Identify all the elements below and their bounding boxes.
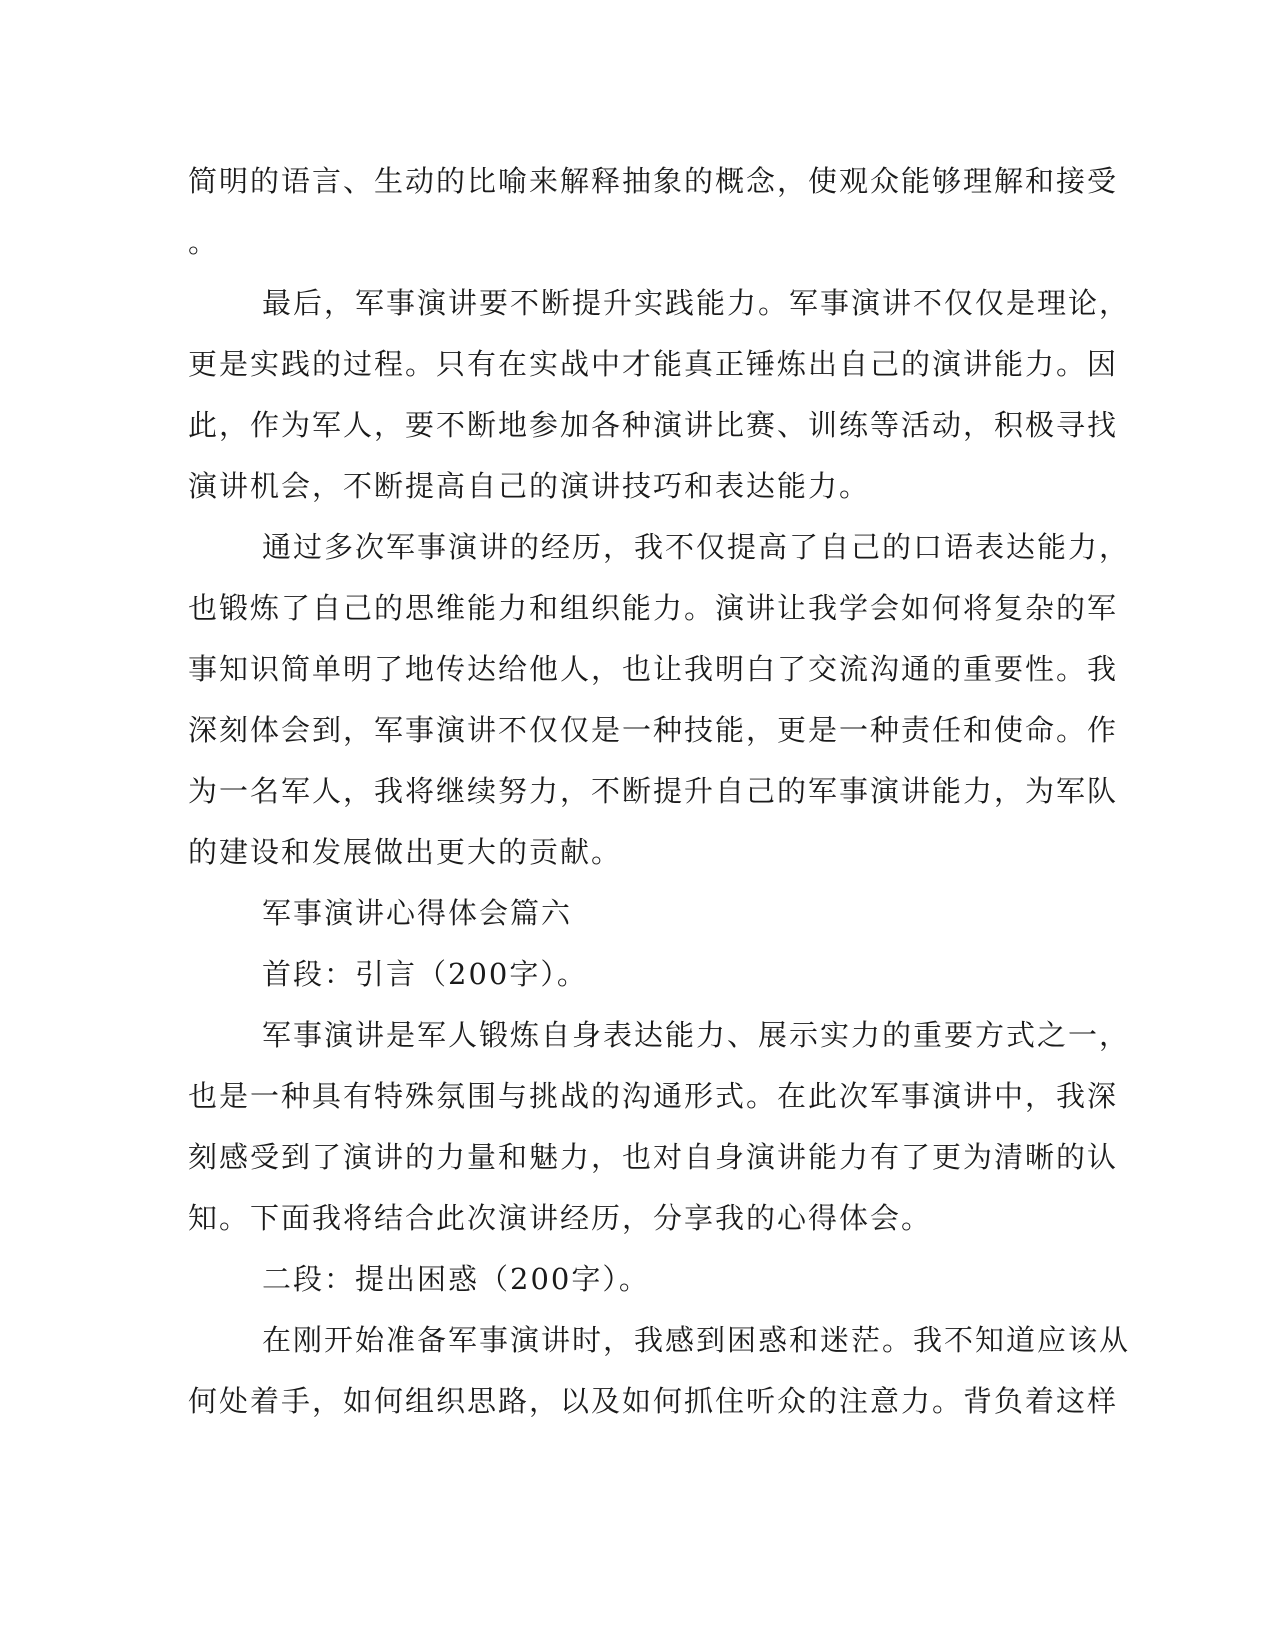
text-line: 深刻体会到，军事演讲不仅仅是一种技能，更是一种责任和使命。作 <box>188 713 1119 747</box>
text-line: 演讲机会，不断提高自己的演讲技巧和表达能力。 <box>188 469 871 503</box>
text-line: 也是一种具有特殊氛围与挑战的沟通形式。在此次军事演讲中，我深 <box>188 1079 1119 1113</box>
text-line: 。 <box>188 225 220 259</box>
paragraph-start: 军事演讲是军人锻炼自身表达能力、展示实力的重要方式之一， <box>262 1018 1131 1052</box>
text-line: 为一名军人，我将继续努力，不断提升自己的军事演讲能力，为军队 <box>188 774 1119 808</box>
text-line: 简明的语言、生动的比喻来解释抽象的概念，使观众能够理解和接受 <box>188 164 1119 198</box>
paragraph-start: 通过多次军事演讲的经历，我不仅提高了自己的口语表达能力， <box>262 530 1131 564</box>
paragraph-start: 在刚开始准备军事演讲时，我感到困惑和迷茫。我不知道应该从 <box>262 1323 1131 1357</box>
text-line: 的建设和发展做出更大的贡献。 <box>188 835 623 869</box>
subsection-heading: 首段：引言（200字）。 <box>262 957 588 991</box>
text-line: 此，作为军人，要不断地参加各种演讲比赛、训练等活动，积极寻找 <box>188 408 1119 442</box>
text-line: 事知识简单明了地传达给他人，也让我明白了交流沟通的重要性。我 <box>188 652 1119 686</box>
text-line: 何处着手，如何组织思路，以及如何抓住听众的注意力。背负着这样 <box>188 1384 1119 1418</box>
paragraph-start: 最后，军事演讲要不断提升实践能力。军事演讲不仅仅是理论， <box>262 286 1131 320</box>
subsection-heading: 二段：提出困惑（200字）。 <box>262 1262 650 1296</box>
text-line: 更是实践的过程。只有在实战中才能真正锤炼出自己的演讲能力。因 <box>188 347 1119 381</box>
text-line: 刻感受到了演讲的力量和魅力，也对自身演讲能力有了更为清晰的认 <box>188 1140 1119 1174</box>
section-heading: 军事演讲心得体会篇六 <box>262 896 573 930</box>
text-line: 也锻炼了自己的思维能力和组织能力。演讲让我学会如何将复杂的军 <box>188 591 1119 625</box>
text-line: 知。下面我将结合此次演讲经历，分享我的心得体会。 <box>188 1201 933 1235</box>
